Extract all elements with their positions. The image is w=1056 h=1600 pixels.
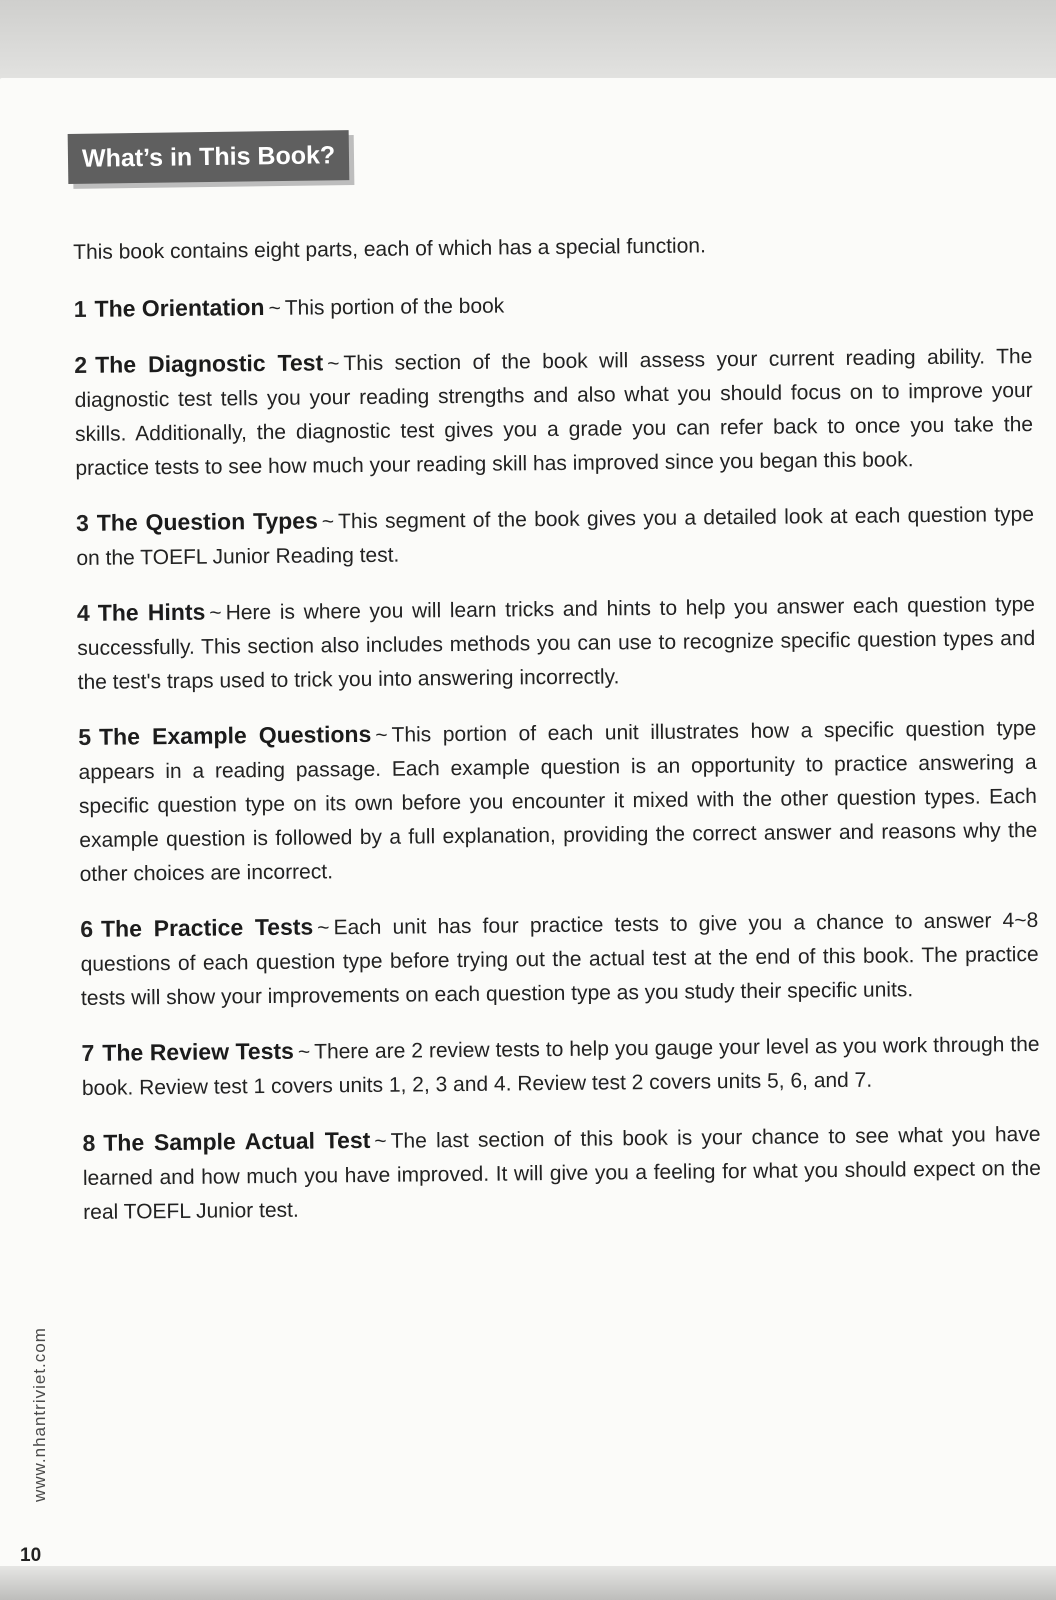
part-number: 2 xyxy=(74,351,88,378)
part-number: 7 xyxy=(81,1039,95,1066)
part-number: 8 xyxy=(82,1129,96,1156)
part-description: This portion of the book xyxy=(284,294,505,320)
part-item-4 xyxy=(77,586,1036,700)
part-number: 5 xyxy=(78,723,92,750)
part-title: The Sample Actual Test xyxy=(103,1126,371,1156)
part-dash: ~ xyxy=(375,723,388,747)
part-item-7 xyxy=(81,1026,1040,1106)
part-title: The Diagnostic Test xyxy=(95,349,324,378)
part-description: Here is where you will learn tricks and hints to help you answer each question type successfully. This section also includes methods you can use to recognize specific question types and the test's traps used to trick you into answering incorrectly. xyxy=(77,592,1036,694)
part-dash: ~ xyxy=(374,1129,387,1153)
part-dash: ~ xyxy=(327,352,340,376)
part-title: The Review Tests xyxy=(102,1037,295,1066)
part-description: Each unit has four practice tests to give you a chance to answer 4~8 questions of each question type before trying out the actual test at the end of this book. The practice tests will show your improvements on each question type as you study their specific units. xyxy=(80,908,1039,1010)
part-number: 3 xyxy=(75,509,89,536)
part-number: 4 xyxy=(76,599,90,626)
part-description: The last section of this book is your chance to see what you have learned and how much you have improved. It will give you a feeling for what you should expect on the real TOEFL Junior test. xyxy=(82,1122,1041,1224)
part-description: This portion of each unit illustrates how a specific question type appears in a reading passage. Each example question is an opportunity to practice answering a specific question type on its own before you encounter it mixed with the other question types. Each example question is followed by a full explanation, providing the correct answer and reasons why the other choices are incorrect. xyxy=(78,716,1038,886)
part-title: The Orientation xyxy=(94,293,265,322)
part-description: This section of the book will assess your current reading ability. The diagnostic test tells you your reading strengths and also what you should focus on to improve your skills. Additionally, the diagnostic test gives you a grade you can refer back to once you take the practice tests to see how much your reading skill has improved since you began this book. xyxy=(74,344,1034,480)
part-item-6 xyxy=(80,902,1039,1016)
part-dash: ~ xyxy=(317,916,330,940)
page-bottom-edge xyxy=(0,1566,1056,1600)
page-content xyxy=(73,226,1042,1250)
section-title: What’s in This Book? xyxy=(68,130,350,184)
page-top-edge xyxy=(0,0,1056,80)
part-description: There are 2 review tests to help you gauge your level as you work through the book. Review test 1 covers units 1, 2, 3 and 4. Review test 2 covers units 5, 6, and 7. xyxy=(81,1032,1040,1100)
part-dash: ~ xyxy=(321,510,335,534)
part-title: The Practice Tests xyxy=(100,913,314,942)
page-number: 10 xyxy=(20,1545,42,1566)
part-title: The Hints xyxy=(97,598,206,626)
part-item-2 xyxy=(74,338,1033,486)
part-number: 1 xyxy=(73,295,87,322)
part-number: 6 xyxy=(80,915,94,942)
part-description: This segment of the book gives you a detailed look at each question type on the TOEFL Junior Reading test. xyxy=(76,502,1035,570)
part-item-5 xyxy=(78,710,1038,892)
part-dash: ~ xyxy=(209,601,222,625)
intro-text: This book contains eight parts, each of which has a special function. xyxy=(73,234,706,264)
part-dash: ~ xyxy=(297,1040,311,1064)
part-item-1 xyxy=(74,282,1032,328)
part-title: The Question Types xyxy=(96,507,318,536)
part-title: The Example Questions xyxy=(98,720,372,750)
part-dash: ~ xyxy=(268,296,281,320)
website-url: www.nhantriviet.com xyxy=(30,1327,49,1502)
part-item-3 xyxy=(76,496,1035,576)
part-item-8 xyxy=(82,1116,1041,1230)
